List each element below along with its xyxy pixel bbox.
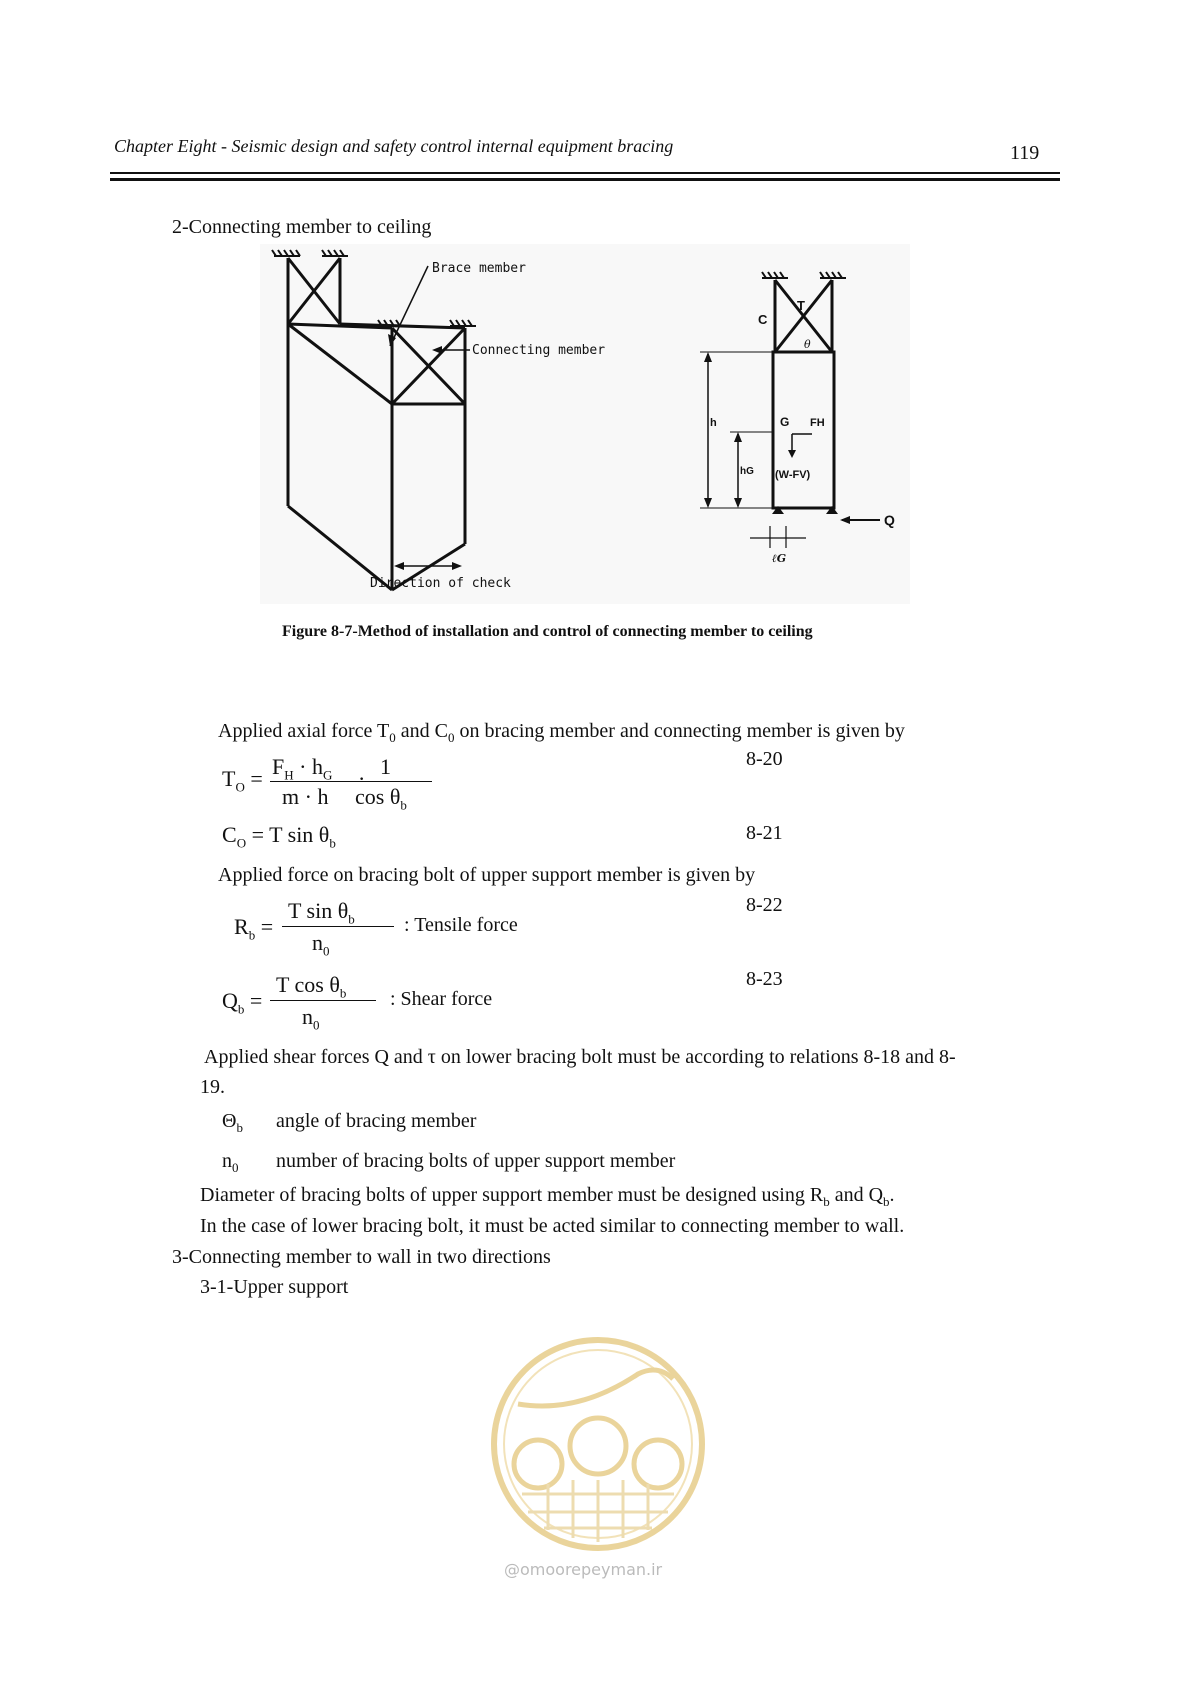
- definition-text-theta: angle of bracing member: [276, 1110, 477, 1132]
- label-h: h: [710, 417, 717, 429]
- paragraph-lower-bolt: In the case of lower bracing bolt, it must be acted similar to connecting member to wall.: [200, 1215, 905, 1237]
- paragraph-bolt-force: Applied force on bracing bolt of upper support member is given by: [218, 864, 756, 886]
- equation-8-23: $Q_b$ = T $\cos \theta_b$ $n_0$ : Shear force: [222, 972, 493, 1033]
- label-Q: Q: [884, 512, 895, 528]
- watermark-text: @omoorepeyman.ir: [504, 1560, 663, 1579]
- definition-symbol-theta: $\Theta_b$: [222, 1110, 243, 1135]
- label-direction-of-check: Direction of check: [370, 576, 511, 591]
- equation-number-8-20: 8-20: [746, 748, 783, 770]
- label-theta: θ: [804, 338, 811, 351]
- paragraph-shear-forces-line1: Applied shear forces Q and τ on lower bracing bolt must be according to relations 8-18 and 8-: [204, 1046, 956, 1068]
- definition-symbol-n0: $n_0$: [222, 1150, 239, 1175]
- equation-8-21: $C_O = T$ $\sin \theta_b$: [222, 822, 336, 851]
- header-rule-thick: [110, 178, 1060, 181]
- label-connecting-member: Connecting member: [472, 343, 606, 358]
- label-brace-member: Brace member: [432, 261, 526, 276]
- label-hG: hG: [740, 466, 754, 477]
- equation-number-8-22: 8-22: [746, 894, 783, 916]
- label-lG: ℓG: [772, 552, 787, 565]
- page-number: 119: [1010, 142, 1040, 164]
- figure-8-7: [260, 244, 910, 604]
- paragraph-bolt-diameter: Diameter of bracing bolts of upper support member must be designed using $R_b$ and $Q_b$.: [200, 1184, 895, 1209]
- logo-script: [518, 1370, 673, 1406]
- heading-3-1: 3-1-Upper support: [200, 1276, 349, 1298]
- header-rule-thin: [110, 172, 1060, 174]
- gear-icon-right: [634, 1440, 682, 1488]
- header-title: Chapter Eight - Seismic design and safety control internal equipment bracing: [114, 136, 674, 156]
- heading-3: 3-Connecting member to wall in two directions: [172, 1246, 551, 1268]
- label-C: C: [758, 312, 768, 327]
- watermark-logo: [488, 1334, 708, 1554]
- paragraph-shear-forces-line2: 19.: [200, 1076, 225, 1098]
- equation-8-20: $T_O$ = $F_H \cdot h_G$ m · h · 1 $\cos \theta_b$: [220, 754, 640, 814]
- label-FH: FH: [810, 417, 825, 429]
- definition-text-n0: number of bracing bolts of upper support member: [276, 1150, 676, 1172]
- equation-8-22: $R_b$ = T $\sin \theta_b$ $n_0$ : Tensile force: [234, 898, 518, 959]
- label-T: T: [797, 298, 805, 313]
- label-W-FV: (W-FV): [775, 469, 811, 481]
- gear-icon-center: [570, 1418, 626, 1474]
- paragraph-axial-force: Applied axial force $T_0$ and $C_0$ on bracing member and connecting member is given by: [218, 720, 905, 745]
- figure-caption: Figure 8-7-Method of installation and control of connecting member to ceiling: [282, 623, 813, 640]
- label-G: G: [780, 415, 790, 429]
- equation-number-8-23: 8-23: [746, 968, 783, 990]
- gear-icon-left: [514, 1440, 562, 1488]
- section-heading: 2-Connecting member to ceiling: [172, 216, 432, 238]
- equation-number-8-21: 8-21: [746, 822, 783, 844]
